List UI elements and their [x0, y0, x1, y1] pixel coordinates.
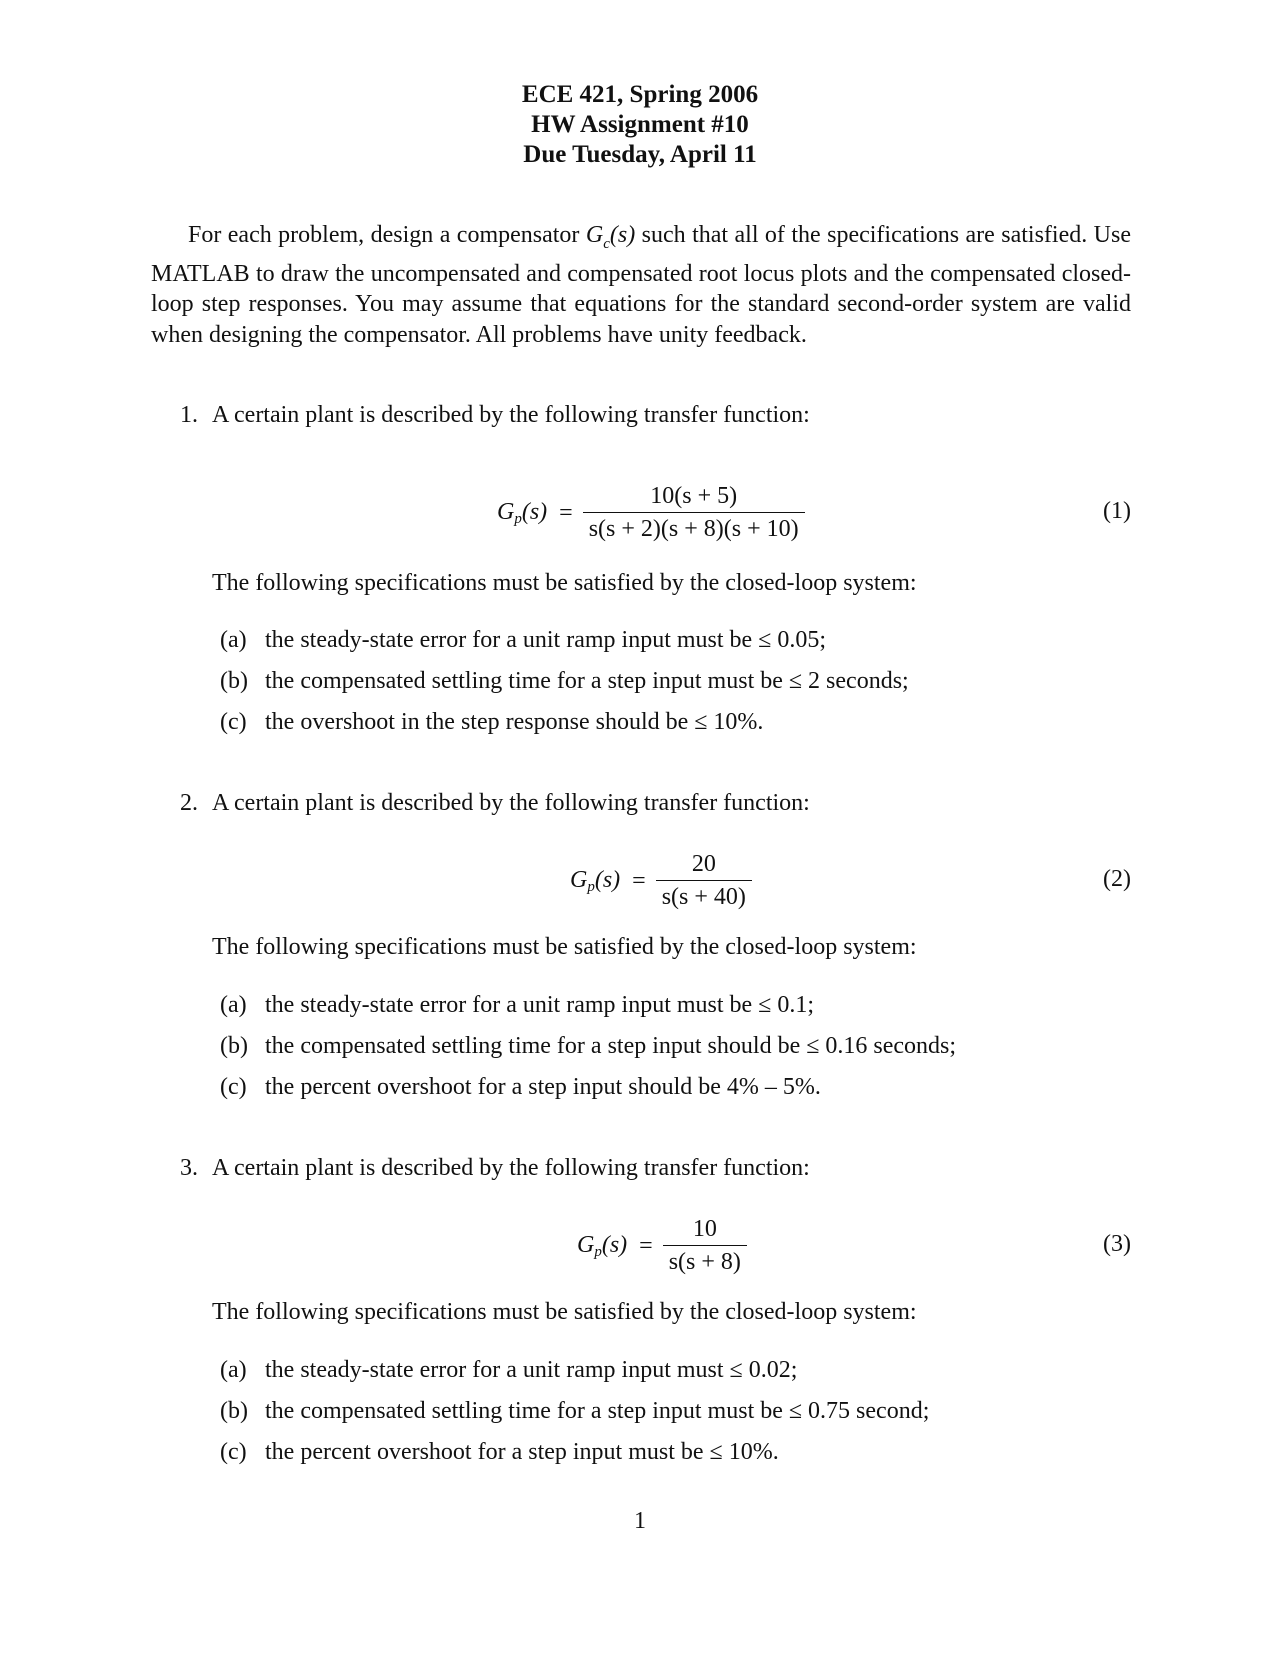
problem-3-spec-c: (c) the percent overshoot for a step input must be ≤ 10%. — [220, 1439, 779, 1465]
problem-1-spec-lead: The following specifications must be satisfied by the closed-loop system: — [212, 570, 917, 596]
problem-2-lead-text: A certain plant is described by the following transfer function: — [212, 790, 810, 816]
course-title: ECE 421, Spring 2006 — [521, 81, 759, 108]
equation-1-number: (1) — [1103, 498, 1131, 524]
equation-2-lhs: $G_p(s)$ — [570, 866, 621, 895]
equation-2-fraction — [656, 851, 752, 911]
problem-1-number: 1. — [180, 402, 198, 428]
equation-2-equals: = — [632, 867, 646, 894]
problem-3-number: 3. — [180, 1155, 198, 1181]
equation-3-numerator: 10 — [692, 1216, 717, 1242]
problem-2-spec-c: (c) the percent overshoot for a step input should be 4% – 5%. — [220, 1074, 821, 1100]
problem-3-spec-lead: The following specifications must be satisfied by the closed-loop system: — [212, 1299, 917, 1325]
problem-1-lead-text: A certain plant is described by the following transfer function: — [212, 402, 810, 428]
problem-3-spec-a: (a) the steady-state error for a unit ramp input must ≤ 0.02; — [220, 1357, 798, 1383]
equation-3-number: (3) — [1103, 1231, 1131, 1257]
problem-2-spec-b: (b) the compensated settling time for a step input should be ≤ 0.16 seconds; — [220, 1033, 957, 1059]
equation-3 — [0, 1211, 1280, 1281]
problem-2-spec-a: (a) the steady-state error for a unit ramp input must be ≤ 0.1; — [220, 992, 815, 1018]
compensator-symbol: $G_c(s)$ — [585, 222, 636, 252]
equation-2-number: (2) — [1103, 866, 1131, 892]
equation-1-numerator: 10(s + 5) — [650, 483, 738, 509]
equation-1-equals: = — [559, 499, 573, 526]
equation-3-fraction — [663, 1216, 747, 1276]
equation-2-denominator: s(s + 40) — [656, 880, 752, 911]
due-date: Due Tuesday, April 11 — [523, 141, 757, 168]
equation-1 — [0, 478, 1280, 548]
equation-1-denominator: s(s + 2)(s + 8)(s + 10) — [583, 512, 805, 543]
problem-2-number: 2. — [180, 790, 198, 816]
problem-1-spec-a: (a) the steady-state error for a unit ramp input must be ≤ 0.05; — [220, 627, 827, 653]
page-number: 1 — [634, 1508, 646, 1534]
problem-2-spec-lead: The following specifications must be satisfied by the closed-loop system: — [212, 934, 917, 960]
intro-paragraph — [151, 220, 1131, 350]
problem-1-spec-c: (c) the overshoot in the step response should be ≤ 10%. — [220, 709, 764, 735]
assignment-title: HW Assignment #10 — [531, 111, 749, 138]
document-header — [0, 80, 1280, 170]
problem-3-lead — [180, 1155, 810, 1182]
problem-3-spec-b: (b) the compensated settling time for a step input must be ≤ 0.75 second; — [220, 1398, 930, 1424]
problem-1-lead — [180, 402, 810, 429]
problem-3-lead-text: A certain plant is described by the following transfer function: — [212, 1155, 810, 1181]
equation-2-numerator: 20 — [691, 851, 716, 877]
equation-3-equals: = — [639, 1232, 653, 1259]
equation-3-lhs: $G_p(s)$ — [577, 1231, 628, 1260]
intro-text-before: For each problem, design a compensator — [188, 222, 586, 248]
equation-1-fraction — [583, 483, 805, 543]
intro-text-after: such that all of the specifications are satisfied. Use MATLAB to draw the uncompensated and compensated root locus plots and the compensated closed-loop step responses. You may assume that equations for the standard second-order system are valid when designing the compensator. All problems have unity feedback. — [151, 222, 1131, 348]
problem-2-lead — [180, 790, 810, 817]
equation-1-lhs: $G_p(s)$ — [497, 498, 548, 527]
equation-2 — [0, 846, 1280, 916]
problem-1-spec-b: (b) the compensated settling time for a step input must be ≤ 2 seconds; — [220, 668, 909, 694]
equation-3-denominator: s(s + 8) — [663, 1245, 747, 1276]
